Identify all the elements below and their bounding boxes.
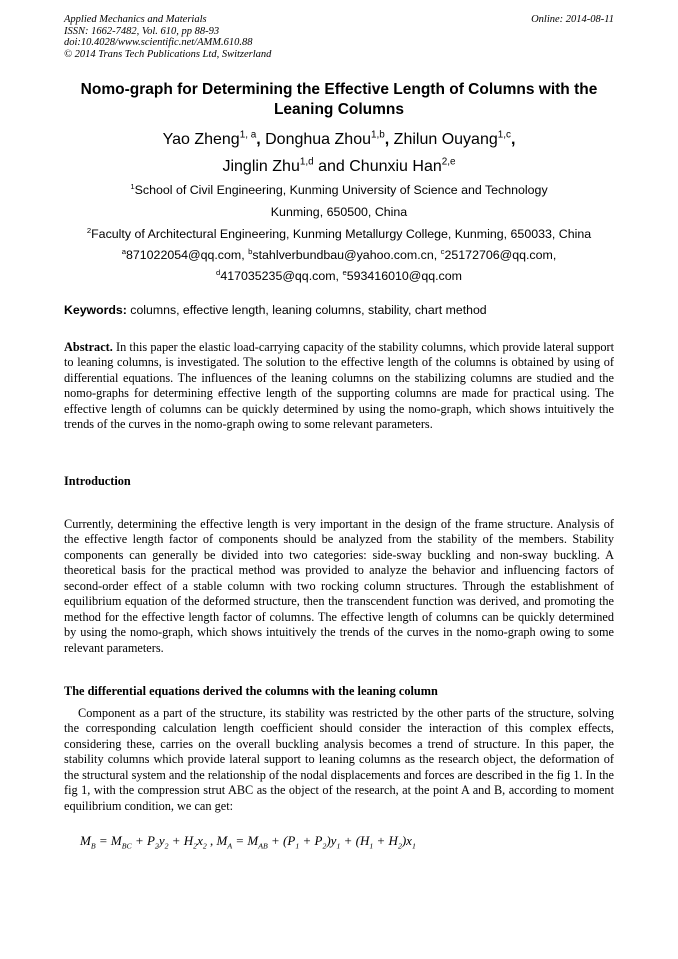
author-and: and (318, 158, 345, 175)
abstract-label: Abstract. (64, 340, 113, 354)
eq-sub: A (227, 841, 233, 851)
affiliation-1 (30, 183, 648, 198)
author-sup: 2,e (441, 156, 456, 168)
section-heading: The differential equations derived the columns with the leaning column (64, 684, 438, 698)
author-name: Yao Zheng (162, 131, 240, 148)
authors-line-2 (40, 157, 638, 177)
emails-line-2 (30, 269, 648, 284)
eq-part: x (197, 833, 203, 848)
aff-sup: 1 (130, 181, 135, 191)
author-name: Zhilun Ouyang (393, 131, 498, 148)
abstract-text: In this paper the elastic load-carrying capacity of the stability columns, which provide lateral support to leaning columns, is investigated. The solution to the effective length of the columns is obtained by using of differential equations. The influences of the leaning columns on the stabilizing columns are studied and the nomo-graphs for determining effective length of the supporting columns are made for practical using. The effective length of columns can be quickly determined by using the nomo-graph, which shows intuitively the trends of the curves in the nomo-graph owing to some relevant parameters. (64, 340, 615, 432)
author-name: Donghua Zhou (265, 131, 371, 148)
email-sup: b (248, 246, 253, 256)
keywords-text: columns, effective length, leaning columns, stability, chart method (130, 303, 487, 317)
aff-text: Faculty of Architectural Engineering, Kunming Metallurgy College, Kunming, 650033, China (91, 227, 592, 241)
eq-sub: AB (258, 841, 268, 851)
affiliation-2 (30, 227, 648, 242)
eq-part: y (158, 833, 165, 848)
email-sup: d (216, 267, 221, 277)
copyright: © 2014 Trans Tech Publications Ltd, Switzerland (64, 48, 272, 60)
author-sup: 1,d (299, 156, 314, 168)
eq-part: )y (326, 833, 337, 848)
intro-paragraph: Currently, determining the effective length is very important in the design of the frame structure. Analysis of the effective length factor of components should be analyzed from the stability of the members. Stability components can generally be divided into two categories: side-sway buckling and non-sway buckling. A theoretical basis for the practical method was provided to analyze the behavior and influencing factors of second-order effect of a stable column with two rocking column structures. Through the establishment of equilibrium equation of the deformed structure, then the transcendent function was derived, and promoting the method for the effective length factor of columns. The effective length of columns can be quickly determined by using the nomo-graph, which shows intuitively the trends of the curves in the nomo-graph owing to some relevant parameters. (64, 517, 614, 655)
eq-sub: 2 (202, 841, 207, 851)
eq-part: + (P (267, 833, 296, 848)
author-sup: 1,b (370, 129, 385, 141)
email-sup: e (342, 267, 347, 277)
authors-line-1: Yao Zheng$^{1, a}$, Donghua Zhou$^{1,b}$, Zhilun Ouyang$^{1,c}$, (162, 129, 516, 148)
eq-sub: 2 (164, 841, 169, 851)
eq-part: M (80, 833, 91, 848)
affiliation-1-city: Kunming, 650500, China (270, 205, 408, 219)
abstract (64, 340, 614, 433)
eq-sub: 2 (154, 841, 159, 851)
eq-sub: 1 (411, 841, 416, 851)
eq-sub: 2 (193, 841, 198, 851)
email: 593416010@qq.com (346, 269, 462, 283)
doi: doi:10.4028/www.scientific.net/AMM.610.88 (64, 37, 253, 48)
eq-sub: 2 (397, 841, 402, 851)
equation (80, 833, 416, 849)
paper-title (40, 80, 638, 120)
aff-text: School of Civil Engineering, Kunming University of Science and Technology (134, 183, 548, 197)
online-date: Online: 2014-08-11 (531, 14, 614, 25)
eq-part: + P (299, 833, 323, 848)
keywords (64, 303, 614, 317)
author-sup: 1, a (239, 129, 257, 141)
email-sup: a (121, 246, 126, 256)
eq-part: )x (401, 833, 412, 848)
author-name: Jinglin Zhu (222, 158, 300, 175)
eq-sub: B (90, 841, 96, 851)
keywords-label: Keywords: (64, 303, 127, 317)
author-name: Chunxiu Han (349, 158, 442, 175)
eq-sub: BC (121, 841, 132, 851)
email-sup: c (440, 246, 445, 256)
eq-sub: 1 (369, 841, 374, 851)
eq-part: M (216, 833, 228, 848)
eq-part: + P (131, 833, 155, 848)
eq-part: , (206, 833, 217, 848)
eq-part: + (H (340, 833, 370, 848)
eq-part: = M (232, 833, 259, 848)
journal-header (64, 14, 271, 60)
title-line-2: Leaning Columns (273, 101, 405, 118)
email: 25172706@qq.com, (444, 248, 557, 262)
eq-part: + H (373, 833, 398, 848)
title-line-1: Nomo-graph for Determining the Effective Length of Columns with the (80, 81, 598, 98)
emails-line-1 (30, 248, 648, 263)
eq-sub: 1 (336, 841, 341, 851)
eq-sub: 1 (295, 841, 300, 851)
aff-sup: 2 (86, 225, 92, 235)
email: 871022054@qq.com, (125, 248, 245, 262)
author-sup: 1,c (497, 129, 511, 141)
journal-name: Applied Mechanics and Materials (64, 14, 207, 25)
eq-sub: 2 (322, 841, 327, 851)
eq-part: = M (95, 833, 122, 848)
section-paragraph: Component as a part of the structure, its stability was restricted by the other parts of the structure, solving the corresponding calculation length coefficient should consider the interaction of this complex effects, considering these, carries on the overall buckling analysis becomes a trend of structure. In this paper, the stability columns which provide lateral support to leaning columns as the research object, the deformation of the structural system and the relationship of the nodal displacements and forces are described in the fig 1. In the fig 1, with the compression strut ABC as the object of the research, at the point A and B, according to moment equilibrium condition, we can get: (64, 706, 614, 813)
email: stahlverbundbau@yahoo.com.cn, (252, 248, 438, 262)
issn: ISSN: 1662-7482, Vol. 610, pp 88-93 (64, 25, 220, 37)
intro-heading: Introduction (64, 474, 131, 488)
eq-part: + H (168, 833, 194, 848)
email: 417035235@qq.com, (220, 269, 339, 283)
